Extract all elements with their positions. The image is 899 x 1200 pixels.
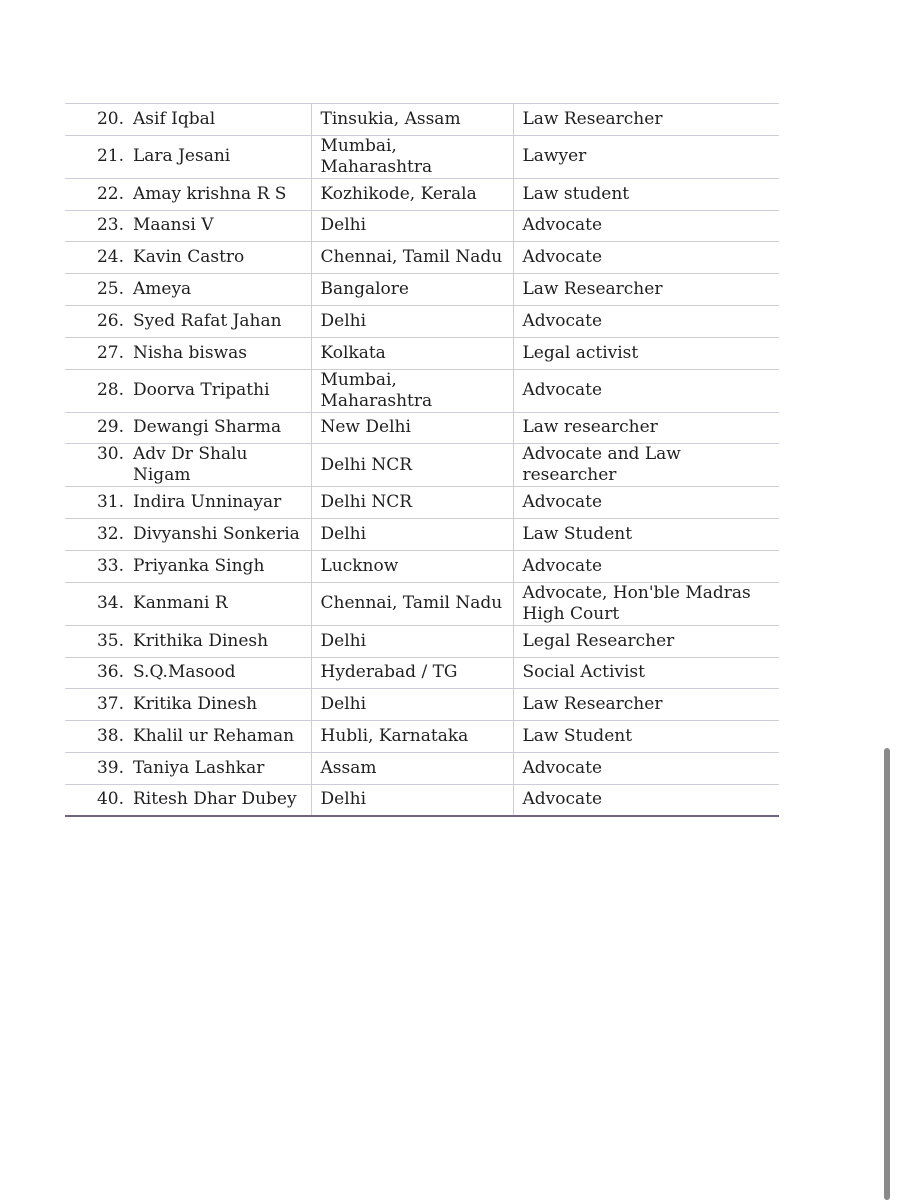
row-number: 21.	[96, 146, 124, 167]
signatory-name: Indira Unninayar	[133, 492, 282, 513]
location-cell: Lucknow	[311, 550, 513, 582]
name-cell-content	[65, 662, 311, 683]
name-cell	[65, 519, 311, 551]
name-cell	[65, 625, 311, 657]
table-row	[65, 178, 779, 210]
table-row	[65, 487, 779, 519]
location-cell: New Delhi	[311, 412, 513, 444]
signatory-name: Ameya	[133, 279, 192, 300]
signatory-name: Priyanka Singh	[133, 555, 265, 576]
name-cell-content	[65, 184, 311, 205]
location-cell: Hyderabad / TG	[311, 657, 513, 689]
table-row	[65, 784, 779, 816]
signatory-name: Syed Rafat Jahan	[133, 310, 282, 331]
name-cell	[65, 657, 311, 689]
designation-cell: Law Researcher	[513, 104, 779, 136]
signatory-name: Lara Jesani	[133, 146, 231, 167]
row-number: 30.	[96, 444, 124, 465]
signatories-table	[65, 103, 779, 817]
row-number: 36.	[96, 662, 124, 683]
row-number: 40.	[96, 789, 124, 810]
name-cell-content	[65, 556, 311, 577]
name-cell-content	[65, 726, 311, 747]
table-row	[65, 657, 779, 689]
table-row	[65, 550, 779, 582]
location-cell: Delhi NCR	[311, 487, 513, 519]
name-cell-content	[65, 215, 311, 236]
table-row	[65, 689, 779, 721]
designation-cell: Advocate	[513, 242, 779, 274]
location-cell: Chennai, Tamil Nadu	[311, 582, 513, 625]
name-cell-content	[65, 279, 311, 300]
name-cell	[65, 242, 311, 274]
name-cell-content	[65, 492, 311, 513]
name-cell-content	[65, 311, 311, 332]
signatory-name: Taniya Lashkar	[133, 757, 265, 778]
row-number: 34.	[96, 593, 124, 614]
signatory-name: Doorva Tripathi	[133, 380, 270, 401]
table-row	[65, 412, 779, 444]
row-number: 37.	[96, 694, 124, 715]
row-number: 33.	[96, 555, 124, 576]
name-cell-content	[65, 109, 311, 130]
row-number: 32.	[96, 524, 124, 545]
name-cell	[65, 274, 311, 306]
row-number: 28.	[96, 380, 124, 401]
signatory-name: Amay krishna R S	[133, 183, 287, 204]
location-cell: Mumbai, Maharashtra	[311, 369, 513, 412]
row-number: 22.	[96, 183, 124, 204]
row-number: 26.	[96, 310, 124, 331]
location-cell: Tinsukia, Assam	[311, 104, 513, 136]
row-number: 24.	[96, 247, 124, 268]
designation-cell: Advocate and Law researcher	[513, 444, 779, 487]
row-number: 38.	[96, 726, 124, 747]
location-cell: Delhi	[311, 784, 513, 816]
name-cell-content	[65, 524, 311, 545]
row-number: 29.	[96, 417, 124, 438]
name-cell	[65, 752, 311, 784]
designation-cell: Advocate	[513, 369, 779, 412]
signatory-name: Maansi V	[133, 215, 214, 236]
table-row	[65, 519, 779, 551]
row-number: 31.	[96, 492, 124, 513]
name-cell	[65, 689, 311, 721]
location-cell: Delhi	[311, 689, 513, 721]
name-cell	[65, 210, 311, 242]
name-cell-content	[65, 146, 311, 167]
location-cell: Assam	[311, 752, 513, 784]
designation-cell: Law student	[513, 178, 779, 210]
name-cell	[65, 369, 311, 412]
designation-cell: Law Researcher	[513, 274, 779, 306]
name-cell	[65, 178, 311, 210]
signatory-name: Kritika Dinesh	[133, 694, 258, 715]
name-cell	[65, 135, 311, 178]
designation-cell: Law Student	[513, 721, 779, 753]
signatory-name: Nisha biswas	[133, 342, 247, 363]
name-cell	[65, 721, 311, 753]
name-cell	[65, 337, 311, 369]
name-cell-content	[65, 444, 311, 486]
name-cell	[65, 487, 311, 519]
name-cell-content	[65, 789, 311, 810]
table-row	[65, 444, 779, 487]
name-cell-content	[65, 343, 311, 364]
designation-cell: Advocate	[513, 305, 779, 337]
name-cell-content	[65, 631, 311, 652]
row-number: 23.	[96, 215, 124, 236]
location-cell: Kozhikode, Kerala	[311, 178, 513, 210]
table-row	[65, 305, 779, 337]
designation-cell: Legal activist	[513, 337, 779, 369]
designation-cell: Advocate	[513, 784, 779, 816]
table-row	[65, 104, 779, 136]
designation-cell: Law Student	[513, 519, 779, 551]
name-cell	[65, 305, 311, 337]
signatory-name: Khalil ur Rehaman	[133, 726, 295, 747]
table-row	[65, 337, 779, 369]
name-cell-content	[65, 380, 311, 401]
designation-cell: Legal Researcher	[513, 625, 779, 657]
designation-cell: Advocate	[513, 210, 779, 242]
signatory-name: Asif Iqbal	[133, 108, 216, 129]
signatory-name: Adv Dr Shalu Nigam	[133, 444, 248, 486]
location-cell: Delhi	[311, 305, 513, 337]
location-cell: Kolkata	[311, 337, 513, 369]
name-cell	[65, 444, 311, 487]
table-row	[65, 625, 779, 657]
table-row	[65, 135, 779, 178]
signatory-name: Ritesh Dhar Dubey	[133, 789, 297, 810]
name-cell-content	[65, 593, 311, 614]
name-cell	[65, 784, 311, 816]
location-cell: Delhi NCR	[311, 444, 513, 487]
signatory-name: Krithika Dinesh	[133, 630, 269, 651]
table-row	[65, 274, 779, 306]
row-number: 20.	[96, 108, 124, 129]
row-number: 27.	[96, 342, 124, 363]
location-cell: Mumbai, Maharashtra	[311, 135, 513, 178]
location-cell: Hubli, Karnataka	[311, 721, 513, 753]
vertical-scrollbar[interactable]	[884, 748, 890, 1200]
location-cell: Chennai, Tamil Nadu	[311, 242, 513, 274]
designation-cell: Lawyer	[513, 135, 779, 178]
signatory-name: Divyanshi Sonkeria	[133, 524, 300, 545]
signatory-name: Kanmani R	[133, 593, 228, 614]
table-row	[65, 721, 779, 753]
table-row	[65, 369, 779, 412]
table-row	[65, 210, 779, 242]
signatories-table-body	[65, 104, 779, 817]
location-cell: Delhi	[311, 210, 513, 242]
designation-cell: Advocate	[513, 550, 779, 582]
table-row	[65, 582, 779, 625]
signatory-name: Dewangi Sharma	[133, 417, 282, 438]
table-row	[65, 752, 779, 784]
designation-cell: Law Researcher	[513, 689, 779, 721]
name-cell	[65, 550, 311, 582]
name-cell-content	[65, 247, 311, 268]
name-cell	[65, 412, 311, 444]
signatory-name: S.Q.Masood	[133, 662, 236, 683]
signatory-name: Kavin Castro	[133, 247, 245, 268]
row-number: 35.	[96, 630, 124, 651]
table-row	[65, 242, 779, 274]
name-cell	[65, 104, 311, 136]
designation-cell: Social Activist	[513, 657, 779, 689]
location-cell: Bangalore	[311, 274, 513, 306]
location-cell: Delhi	[311, 519, 513, 551]
designation-cell: Law researcher	[513, 412, 779, 444]
name-cell-content	[65, 694, 311, 715]
row-number: 39.	[96, 757, 124, 778]
name-cell	[65, 582, 311, 625]
designation-cell: Advocate	[513, 752, 779, 784]
name-cell-content	[65, 417, 311, 438]
designation-cell: Advocate	[513, 487, 779, 519]
location-cell: Delhi	[311, 625, 513, 657]
row-number: 25.	[96, 279, 124, 300]
designation-cell: Advocate, Hon'ble Madras High Court	[513, 582, 779, 625]
name-cell-content	[65, 758, 311, 779]
